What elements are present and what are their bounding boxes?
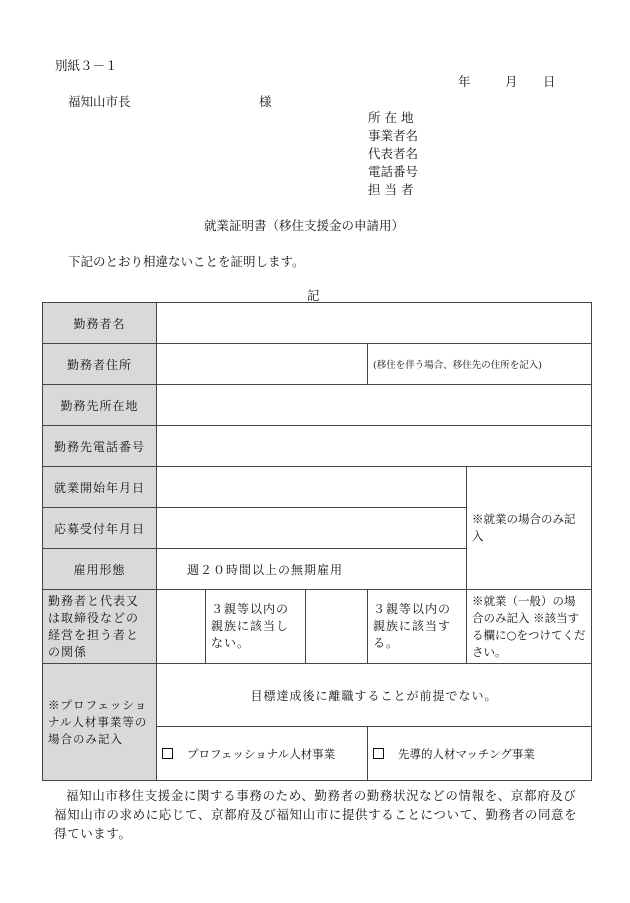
relation-option-not-related: ３親等以内の親族に該当しない。: [206, 590, 306, 664]
form-id: 別紙３－１: [55, 58, 118, 73]
addressee: 福知山市長: [68, 94, 131, 109]
workplace-phone-label: 勤務先電話番号: [43, 426, 157, 467]
label-contact-person: 担 当 者: [368, 182, 414, 197]
checkbox-icon[interactable]: [373, 748, 384, 759]
label-business-name: 事業者名: [368, 128, 419, 143]
worker-name-label: 勤務者名: [43, 303, 157, 344]
worker-address-note: (移住を伴う場合、移住先の住所を記入): [368, 344, 592, 385]
application-date-label: 応募受付年月日: [43, 508, 157, 549]
honorific: 様: [259, 94, 272, 109]
label-phone: 電話番号: [368, 164, 419, 179]
employment-type-label: 雇用形態: [43, 549, 157, 590]
relation-mark-2[interactable]: [306, 590, 368, 664]
pro-statement: 目標達成後に離職することが前提でない。: [157, 664, 592, 727]
date-month: 月: [505, 74, 518, 89]
workplace-address-field[interactable]: [157, 385, 592, 426]
relation-option-related: ３親等以内の親族に該当する。: [368, 590, 467, 664]
employment-type-value: 週２０時間以上の無期雇用: [157, 549, 467, 590]
consent-footer: 福知山市移住支援金に関する事務のため、勤務者の勤務状況などの情報を、京都府及び福知山市の求めに応じて、京都府及び福知山市に提供することについて、勤務者の同意を得ています。: [54, 788, 578, 841]
relation-mark-1[interactable]: [157, 590, 206, 664]
label-location: 所 在 地: [368, 110, 414, 125]
relation-label: 勤務者と代表又は取締役などの経営を担う者との関係: [43, 590, 157, 664]
application-date-field[interactable]: [157, 508, 467, 549]
relation-note: ※就業（一般）の場合のみ記入 ※該当する欄に○をつけてください。: [467, 590, 592, 664]
pro-option-matching-label: 先導的人材マッチング事業: [398, 746, 535, 761]
worker-name-field[interactable]: [157, 303, 592, 344]
checkbox-icon[interactable]: [162, 748, 173, 759]
workplace-phone-field[interactable]: [157, 426, 592, 467]
date-year: 年: [458, 74, 471, 89]
worker-address-label: 勤務者住所: [43, 344, 157, 385]
certificate-table: [42, 302, 592, 781]
employment-note: ※就業の場合のみ記入: [467, 467, 592, 590]
pro-option-professional[interactable]: [157, 727, 368, 781]
worker-address-field[interactable]: [157, 344, 368, 385]
ki-mark: 記: [307, 288, 320, 303]
document-title: 就業証明書（移住支援金の申請用）: [204, 218, 405, 233]
pro-option-matching[interactable]: [368, 727, 592, 781]
label-representative: 代表者名: [368, 146, 419, 161]
workplace-address-label: 勤務先所在地: [43, 385, 157, 426]
start-date-field[interactable]: [157, 467, 467, 508]
date-day: 日: [543, 74, 556, 89]
pro-label: ※プロフェッショナル人材事業等の場合のみ記入: [43, 664, 157, 781]
pro-option-professional-label: プロフェッショナル人材事業: [187, 746, 336, 761]
start-date-label: 就業開始年月日: [43, 467, 157, 508]
intro-text: 下記のとおり相違ないことを証明します。: [68, 254, 305, 269]
